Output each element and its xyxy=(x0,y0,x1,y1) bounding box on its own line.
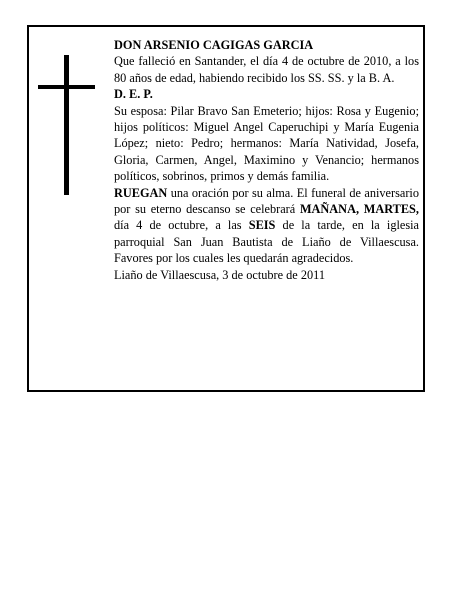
funeral-day: MAÑANA, MARTES, xyxy=(299,202,419,217)
funeral-request xyxy=(114,185,419,267)
funeral-closing: de la tarde, en la iglesia parroquial San Juan Bautista de Liaño de Villaescusa. Favores por los cuales les quedarán agradecidos. xyxy=(114,218,419,266)
dep-abbreviation: D. E. P. xyxy=(114,87,153,102)
deceased-name: DON ARSENIO CAGIGAS GARCIA xyxy=(114,38,314,52)
cross-icon xyxy=(64,55,69,195)
place-date: Liaño de Villaescusa, 3 de octubre de 2011 xyxy=(114,267,325,282)
death-info: Que falleció en Santander, el día 4 de octubre de 2010, a los 80 años de edad, habiendo recibido los SS. SS. y la B. A. xyxy=(114,54,419,85)
family-list: Su esposa: Pilar Bravo San Emeterio; hijos: Rosa y Eugenio; hijos políticos: Miguel Angel Caperuchipi y María Eugenia López; nieto: Pedro; hermanos: María Natividad, Josefa, Gloria, Carmen, Angel, Maximino y Venancio; hermanos políticos, sobrinos, primos y demás familia. xyxy=(114,103,419,184)
request-text: una oración por su alma. El funeral de aniversario por su eterno descanso se celebrará xyxy=(114,185,419,217)
funeral-hour: SEIS xyxy=(248,218,276,233)
obituary-notice-text xyxy=(114,37,419,283)
request-verb: RUEGAN xyxy=(114,185,168,200)
funeral-date: día 4 de octubre, a las xyxy=(114,218,249,233)
cross-icon-crossbar xyxy=(38,85,95,89)
